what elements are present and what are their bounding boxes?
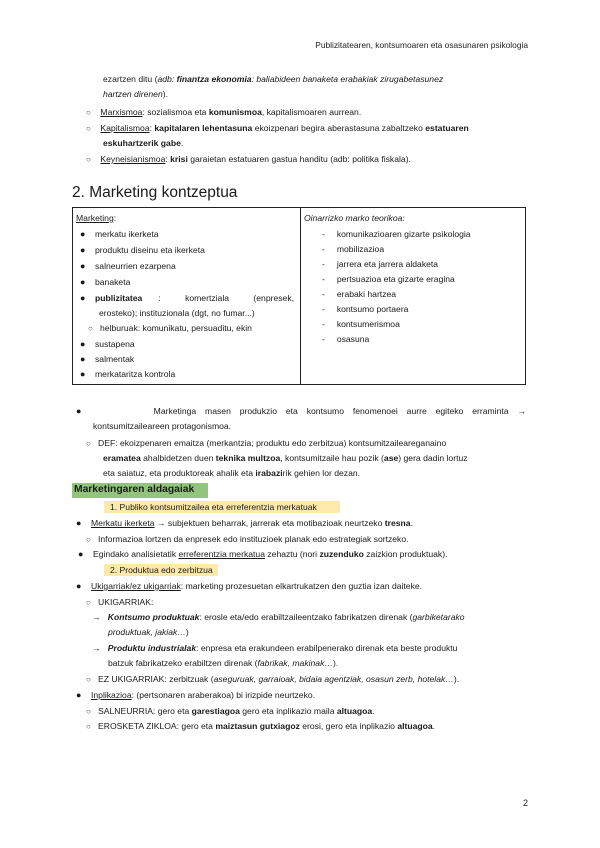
bullet-icon: ● [80, 261, 86, 271]
intro-line-2: hartzen direnen). [103, 89, 168, 99]
merkatu-ikerketa-item: ● Merkatu ikerketa → subjektuen beharrak, jarrerak eta motibazioak neurtzeko tresna. [76, 518, 413, 528]
bullet-icon: ● [76, 518, 82, 528]
table-right-item: - osasuna [322, 334, 370, 344]
table-right-item: - pertsuazioa eta gizarte eragina [322, 274, 455, 284]
table-left-publicity-cont: erosteko); instituzionala (dgt, no fumar...) [99, 308, 255, 318]
table-right-item: - kontsumerismoa [322, 319, 400, 329]
bullet-icon: ● [80, 339, 86, 349]
numbered-heading-2: 2. Produktua edo zerbitzua [110, 565, 213, 575]
table-left-title: Marketing: [76, 213, 117, 223]
circle-bullet-icon: ○ [86, 124, 91, 133]
para-line-1: ● Marketinga masen produkzio eta kontsumo fenomenoei aurre egiteko erraminta → [76, 406, 526, 416]
table-right-title: Oinarrizko marko teorikoa: [304, 213, 405, 223]
bullet-icon: ● [80, 229, 86, 239]
para-line-2: kontsumitzaileareen protagonismoa. [93, 421, 232, 431]
circle-bullet-icon: ○ [86, 535, 91, 544]
table-right-item: - mobilizazioa [322, 244, 385, 254]
bullet-icon: ● [80, 293, 86, 303]
table-right-item: - erabaki hartzea [322, 289, 397, 299]
table-left-item: ● merkataritza kontrola [80, 369, 176, 379]
circle-bullet-icon: ○ [86, 675, 91, 684]
table-left-item: ● banaketa [80, 277, 131, 287]
circle-bullet-icon: ○ [86, 722, 91, 731]
table-left-item: ● produktu diseinu eta ikerketa [80, 245, 205, 255]
bullet-icon: ● [80, 245, 86, 255]
table-right-item: - komunikazioaren gizarte psikologia [322, 229, 471, 239]
circle-bullet-icon: ○ [86, 108, 91, 117]
def-line-3: eta saiatuz, eta produktoreak ahalik eta irabazirik gehien lor dezan. [103, 468, 361, 478]
table-left-subitem: ○ helburuak: komunikatu, persuaditu, ekin [88, 323, 252, 333]
erosketa-zikloa-subitem: ○ EROSKETA ZIKLOA: gero eta maiztasun gutxiagoz erosi, gero eta inplikazio altuagoa. [86, 721, 436, 731]
arrow-right-icon: → [92, 643, 101, 653]
table-right-item: - kontsumo portaera [322, 304, 409, 314]
inplikazioa-item: ● Inplikazioa: (pertsonaren araberakoa) bi irizpide neurtzeko. [76, 690, 316, 700]
bullet-icon: ● [78, 549, 84, 559]
analisi-item: ● Egindako analisietatik erreferentzia merkatua zehaztu (nori zuzenduko zaizkion produktuak). [78, 549, 448, 559]
table-right-item: - jarrera eta jarrera aldaketa [322, 259, 439, 269]
ez-ukigarriak-item: ○ EZ UKIGARRIAK: zerbitzuak (aseguruak, garraioak, bidaia agentziak, osasun zerb, hotelak…). [86, 674, 460, 684]
kontsumo-produktuak-item: → Kontsumo produktuak: erosle eta/edo erabiltzaileentzako fabrikatzen direnak (garbiketarako [92, 612, 465, 622]
bullet-icon: ● [76, 406, 82, 416]
ukigarriak-item: ● Ukigarriak/ez ukigarriak: marketing prozesuetan elkartrukatzen den guztia izan daiteke. [76, 581, 423, 591]
def-line-1: ○ DEF: ekoizpenaren emaitza (merkantzia; produktu edo zerbitzua) kontsumitzaileareganaino [86, 438, 447, 448]
bullet-icon: ● [80, 369, 86, 379]
list-item-kapitalismoa: ○ Kapitalismoa: kapitalaren lehentasuna ekoizpenari begira aberastasuna zabaltzeko estatuaren [86, 123, 469, 133]
produktu-industrialak-cont: batzuk fabrikatzeko erabiltzen direnak (fabrikak, makinak…). [108, 658, 339, 668]
info-subitem: ○ Informazioa lortzen da enpresek edo instituzioek planak edo estrategiak sortzeko. [86, 534, 409, 544]
salneurria-subitem: ○ SALNEURRIA: gero eta garestiagoa gero eta inplikazio maila altuagoa. [86, 706, 375, 716]
circle-bullet-icon: ○ [88, 324, 93, 333]
bullet-icon: ● [76, 690, 82, 700]
bullet-icon: ● [80, 354, 86, 364]
circle-bullet-icon: ○ [86, 707, 91, 716]
page-number: 2 [522, 798, 528, 808]
list-item-kapitalismoa-cont: eskuhartzerik gabe. [103, 138, 184, 148]
ukigarriak-label: ○ UKIGARRIAK: [86, 597, 154, 607]
list-item-marxismoa: ○ Marxismoa: sozialismoa eta komunismoa, kapitalismoaren aurrean. [86, 107, 362, 117]
table-left-item: ● salmentak [80, 354, 135, 364]
table-left-item: ● salneurrien ezarpena [80, 261, 176, 271]
table-left-item: ● sustapena [80, 339, 135, 349]
produktu-industrialak-item: → Produktu industrialak: enpresa eta erakundeen erabilpenerako direnak eta beste produktu [92, 643, 458, 653]
numbered-heading-1: 1. Publiko kontsumitzailea eta erreferentzia merkatuak [110, 502, 317, 512]
section-heading: 2. Marketing kontzeptua [72, 184, 238, 201]
subsection-title: Marketingaren aldagaiak [74, 484, 195, 495]
table-left-item: ● merkatu ikerketa [80, 229, 159, 239]
arrow-right-icon: → [92, 612, 101, 622]
table-left-item-publicity: ● publizitatea : komertziala (enpresek, [80, 293, 294, 303]
list-item-keyneisianismoa: ○ Keyneisianismoa: krisi garaietan estatuaren gastua handitu (adb: politika fiskala). [86, 154, 411, 164]
bullet-icon: ● [76, 581, 82, 591]
bullet-icon: ● [80, 277, 86, 287]
circle-bullet-icon: ○ [86, 598, 91, 607]
intro-line-1: ezartzen ditu (adb: finantza ekonomia: baliabideen banaketa erabakiak zirugabetasunez [103, 74, 444, 84]
table-divider [300, 208, 301, 384]
circle-bullet-icon: ○ [86, 439, 91, 448]
circle-bullet-icon: ○ [86, 155, 91, 164]
running-header: Publizitatearen, kontsumoaren eta osasunaren psikologia [315, 40, 528, 50]
kontsumo-produktuak-cont: produktuak, jakiak…) [108, 627, 189, 637]
def-line-2: eramatea ahalbidetzen duen teknika multzoa, kontsumitzaile hau pozik (ase) gera dadin lortuz [103, 453, 468, 463]
